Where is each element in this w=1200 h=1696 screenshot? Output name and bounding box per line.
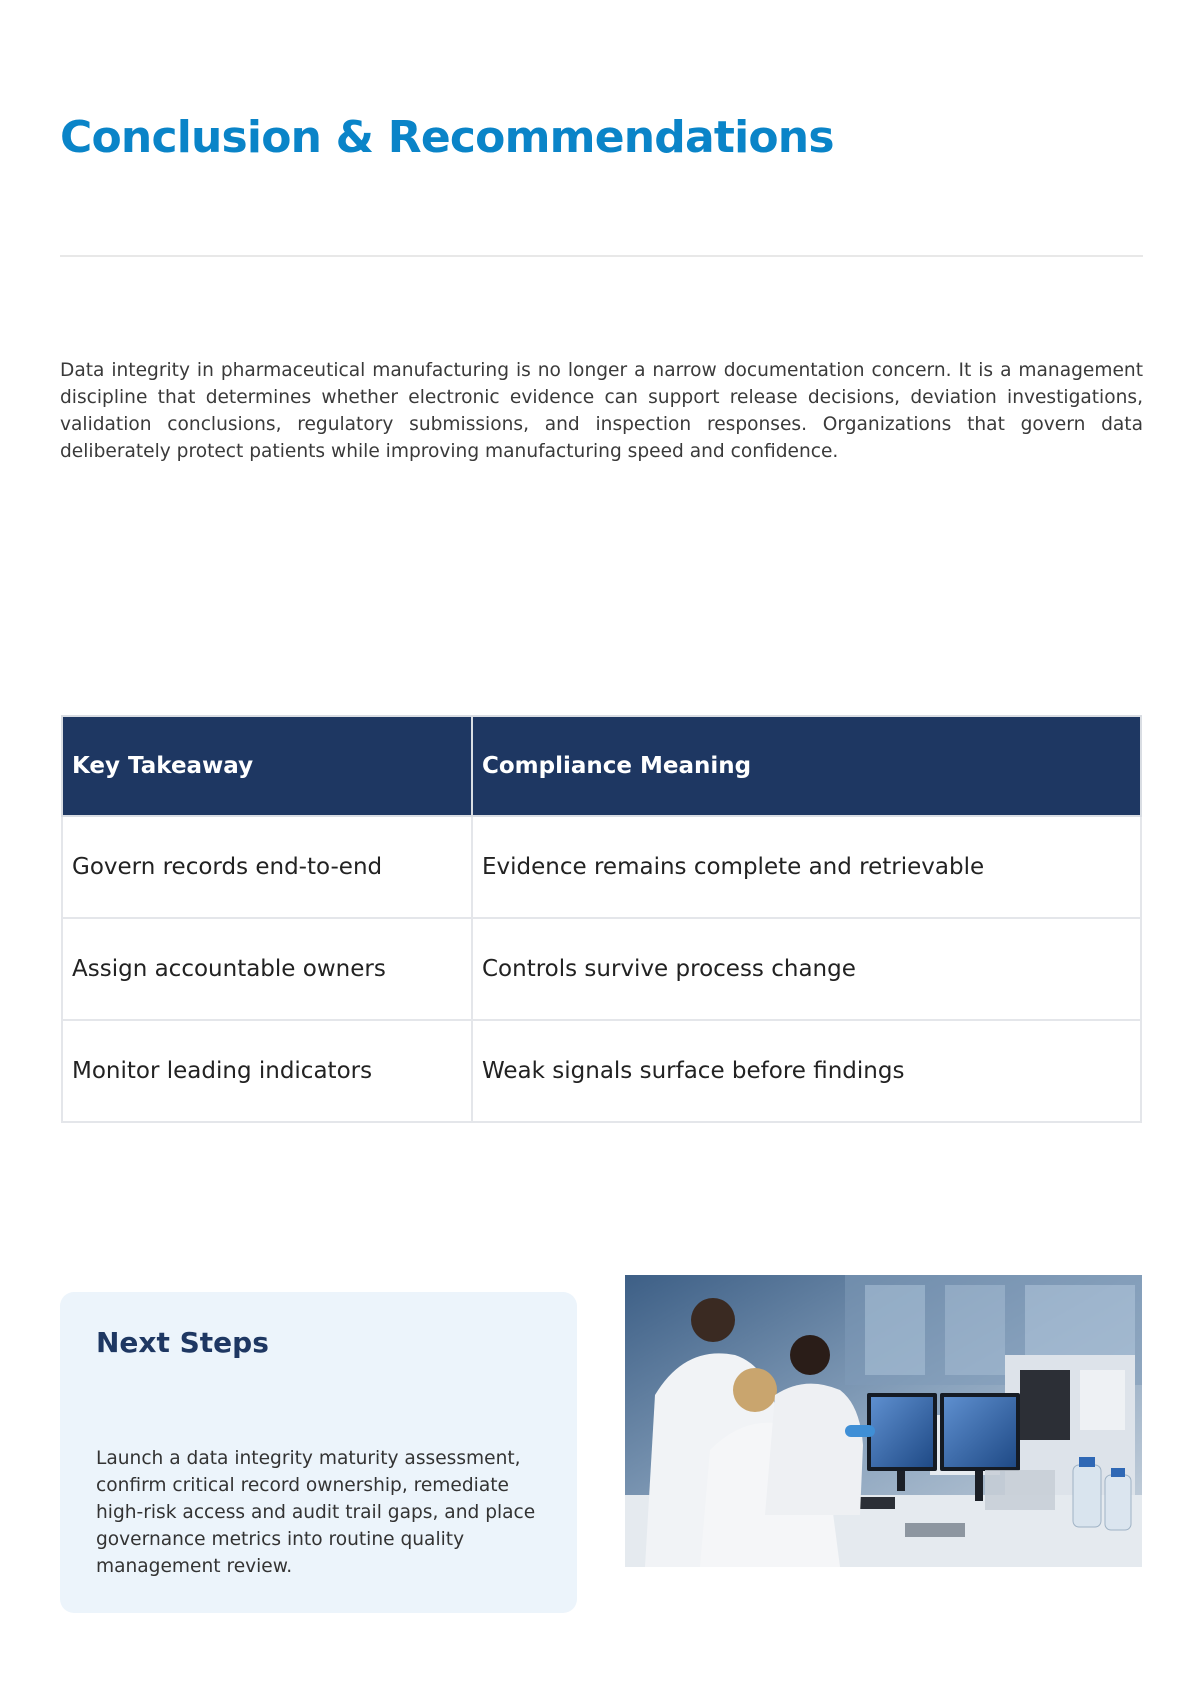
lab-photo (625, 1275, 1142, 1567)
title-divider (60, 255, 1143, 257)
takeaway-cell: Monitor leading indicators (62, 1020, 472, 1122)
next-steps-card (60, 1292, 577, 1613)
table-row (62, 816, 1141, 918)
meaning-cell: Evidence remains complete and retrievable (472, 816, 1141, 918)
takeaway-cell: Assign accountable owners (62, 918, 472, 1020)
page-title: Conclusion & Recommendations (60, 112, 834, 163)
table-header-row (62, 716, 1141, 816)
meaning-cell: Weak signals surface before findings (472, 1020, 1141, 1122)
takeaways-table (61, 715, 1142, 1123)
table-row (62, 1020, 1141, 1122)
table-row (62, 918, 1141, 1020)
takeaway-cell: Govern records end-to-end (62, 816, 472, 918)
header-key-takeaway: Key Takeaway (62, 716, 472, 816)
next-steps-body: Launch a data integrity maturity assessment, confirm critical record ownership, remediate high-risk access and audit trail gaps, and place governance metrics into routine quality management review. (96, 1448, 536, 1577)
next-steps-title: Next Steps (96, 1326, 269, 1359)
header-compliance-meaning: Compliance Meaning (472, 716, 1141, 816)
meaning-cell: Controls survive process change (472, 918, 1141, 1020)
intro-paragraph: Data integrity in pharmaceutical manufacturing is no longer a narrow documentation concern. It is a management discipline that determines whether electronic evidence can support release decisions, deviation investigations, validation conclusions, regulatory submissions, and inspection responses. Organizations that govern data deliberately protect patients while improving manufacturing speed and confidence. (60, 360, 1143, 462)
